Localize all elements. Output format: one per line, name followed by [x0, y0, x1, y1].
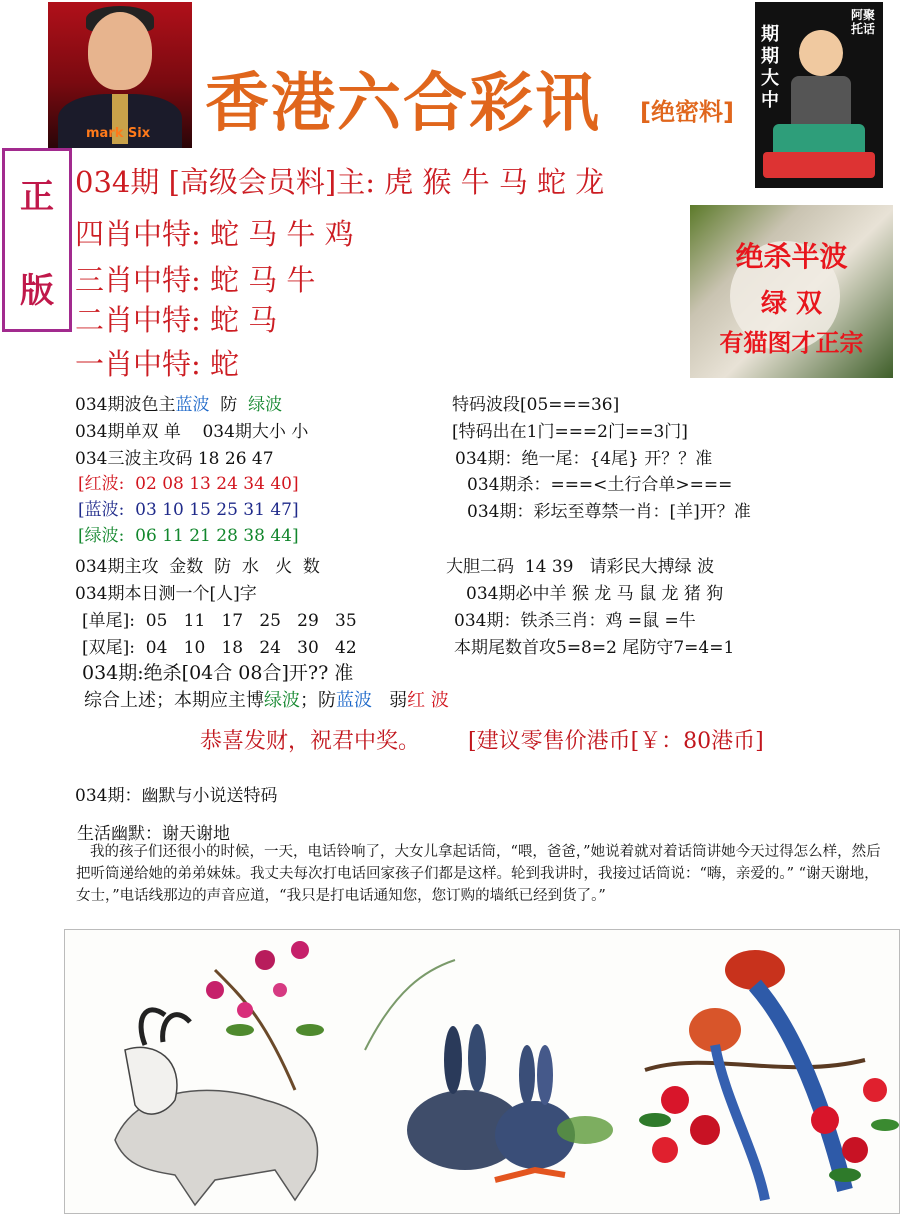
- tail-line: 034期：绝一尾：{4尾} 开？？准: [455, 449, 713, 469]
- doors-line: [特码出在1门===2门==3门]: [452, 422, 688, 442]
- four-zodiac-line: 四肖中特: 蛇 马 牛 鸡: [75, 217, 354, 251]
- painting-svg: [65, 930, 899, 1213]
- story-title: 生活幽默：谢天谢地: [77, 824, 230, 844]
- cartoon-left-text: 期期大中: [761, 24, 779, 111]
- story-body: 我的孩子们还很小的时候，一天，电话铃响了，大女儿拿起话筒，“喂，爸爸，”她说着就对着话筒讲她今天过得怎么样，然后把听筒递给她的弟弟妹妹。我丈夫每次打电话回家孩子们都是这样。轮到我讲时，我接过话筒说：“嗨，亲爱的。” “谢天谢地，女士，”电话线那边的声音应道，“我只是打电话通知您，您订购的墙纸已经到货了。”: [76, 844, 881, 904]
- host-photo: [48, 2, 192, 148]
- wave-color-line: 034期波色主蓝波 防 绿波: [75, 395, 283, 415]
- cartoon-right-text: 阿聚托话: [851, 8, 876, 36]
- blue-wave-line: [蓝波: 03 10 15 25 31 47]: [78, 500, 299, 520]
- must-hit-line: 034期必中羊 猴 龙 马 鼠 龙 猪 狗: [466, 584, 724, 604]
- price-text: [建议零售价港币[￥：80港币]: [468, 729, 764, 754]
- page-title: 香港六合彩讯: [205, 67, 601, 141]
- badge-top: 正: [20, 177, 54, 217]
- three-zodiac-line: 三肖中特: 蛇 马 牛: [75, 263, 316, 297]
- green-wave-line: [绿波: 06 11 21 28 38 44]: [78, 526, 299, 546]
- bold-two-line: 大胆二码 14 39 请彩民大搏绿 波: [446, 557, 715, 577]
- five-elements-line: 034期杀：===<土行合单>===: [467, 475, 733, 495]
- rabbit-figure: [365, 960, 613, 1180]
- cartoon-image: [755, 2, 883, 188]
- even-tail-line: [双尾]: 04 10 18 24 30 42: [82, 638, 357, 658]
- bird-flower-figure: [639, 950, 899, 1200]
- title-tag: [绝密料]: [640, 98, 734, 126]
- odd-even-line: 034期单双 单 034期大小 小: [75, 422, 309, 442]
- cat-line-3: 有猫图才正宗: [719, 329, 864, 357]
- main-zodiac-line: 034期 [高级会员料]主: 虎 猴 牛 马 蛇 龙: [75, 165, 605, 199]
- segment-line: 特码波段[05===36]: [452, 395, 620, 415]
- two-zodiac-line: 二肖中特: 蛇 马: [75, 303, 278, 337]
- cat-line-2: 绿 双: [760, 289, 823, 319]
- one-zodiac-line: 一肖中特: 蛇: [75, 347, 239, 381]
- odd-tail-line: [单尾]: 05 11 17 25 29 35: [82, 611, 357, 631]
- wish-text: 恭喜发财，祝君中奖。: [200, 729, 421, 754]
- goat-figure: [115, 941, 324, 1205]
- cat-promo-image: [690, 205, 893, 378]
- summary-line: 综合上述；本期应主博绿波；防蓝波 弱红 波: [84, 690, 449, 711]
- zodiac-painting: [64, 929, 900, 1214]
- authentic-badge: [2, 148, 72, 332]
- tail-number-line: 本期尾数首攻5=8=2 尾防守7=4=1: [454, 638, 735, 658]
- forbid-line: 034期：彩坛至尊禁一肖：[羊]开？准: [467, 502, 751, 522]
- story-heading: 034期：幽默与小说送特码: [75, 786, 278, 806]
- cat-line-1: 绝杀半波: [735, 240, 848, 273]
- red-wave-line: [红波: 02 08 13 24 34 40]: [78, 474, 299, 494]
- character-line: 034期本日测一个[人]字: [75, 584, 257, 604]
- kill-line: 034期:绝杀[04合 08合]开?? 准: [82, 662, 354, 684]
- badge-bottom: 版: [20, 271, 54, 311]
- mark-six-logo: mark Six: [86, 126, 151, 141]
- three-wave-line: 034三波主攻码 18 26 47: [75, 449, 274, 469]
- three-kill-line: 034期：铁杀三肖：鸡 =鼠 =牛: [454, 611, 696, 631]
- main-attack-line: 034期主攻 金数 防 水 火 数: [75, 557, 320, 577]
